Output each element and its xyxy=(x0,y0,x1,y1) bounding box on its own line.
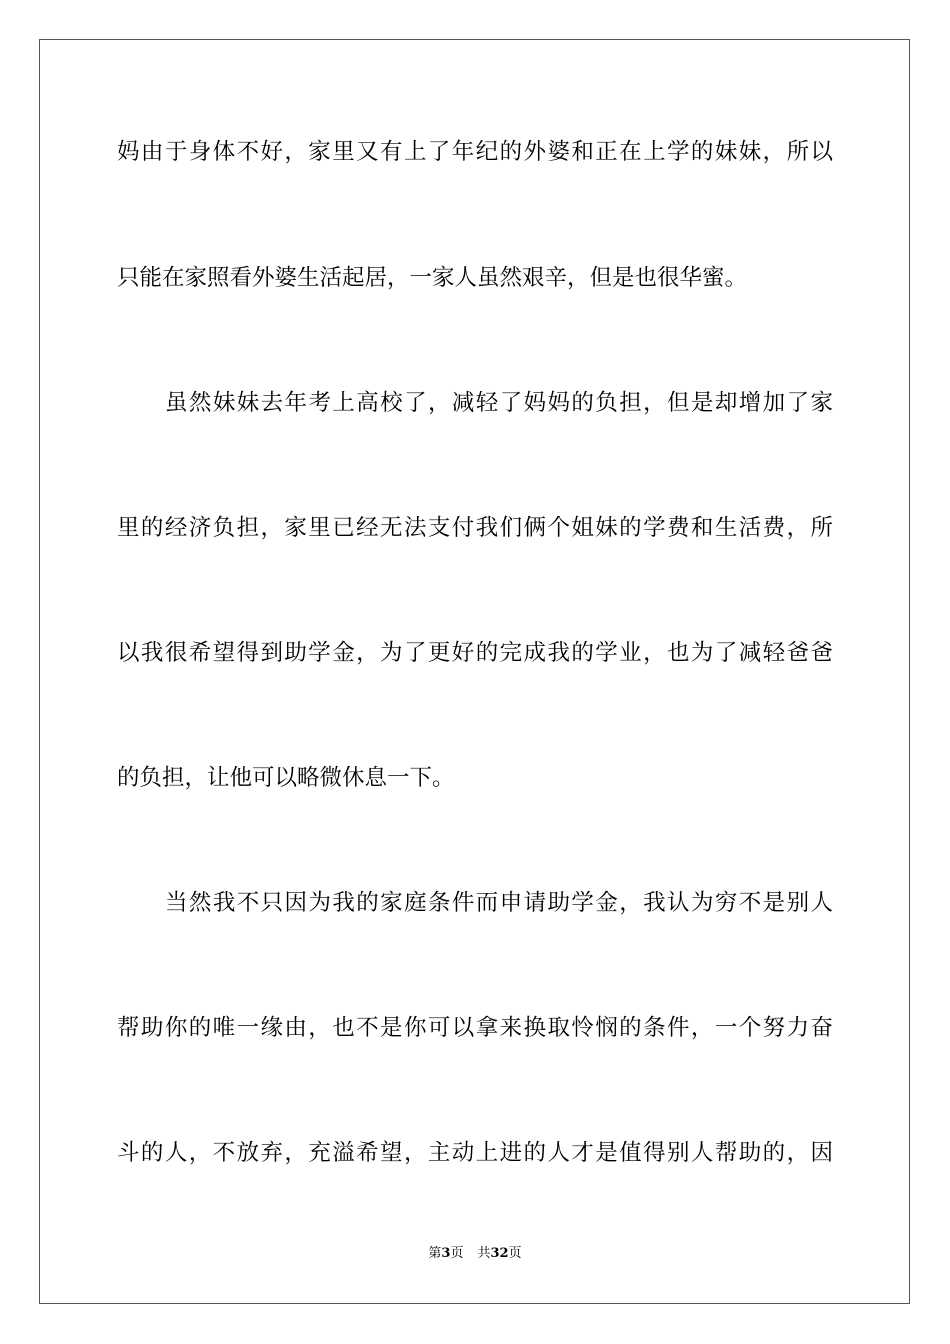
paragraph-line-7: 当然我不只因为我的家庭条件而申请助学金，我认为穷不是别人 xyxy=(165,890,833,916)
paragraph-line-9: 斗的人，不放弃，充溢希望，主动上进的人才是值得别人帮助的，因 xyxy=(117,1140,833,1166)
paragraph-line-4: 里的经济负担，家里已经无法支付我们俩个姐妹的学费和生活费，所 xyxy=(117,515,833,541)
paragraph-line-5: 以我很希望得到助学金，为了更好的完成我的学业，也为了减轻爸爸 xyxy=(117,640,833,666)
page-suffix: 页 xyxy=(450,1246,464,1261)
paragraph-line-1: 妈由于身体不好，家里又有上了年纪的外婆和正在上学的妹妹，所以 xyxy=(117,139,833,165)
paragraph-line-3: 虽然妹妹去年考上高校了，减轻了妈妈的负担，但是却增加了家 xyxy=(165,390,833,416)
page-footer xyxy=(0,1246,950,1262)
paragraph-line-6: 的负担，让他可以略微休息一下。 xyxy=(117,765,455,791)
page-border xyxy=(39,39,910,1304)
paragraph-line-8: 帮助你的唯一缘由，也不是你可以拿来换取怜悯的条件，一个努力奋 xyxy=(117,1015,833,1041)
total-prefix: 共 xyxy=(477,1246,491,1261)
total-pages: 32 xyxy=(490,1246,509,1261)
page-prefix: 第 xyxy=(428,1246,442,1261)
total-suffix: 页 xyxy=(508,1246,522,1261)
paragraph-line-2: 只能在家照看外婆生活起居，一家人虽然艰辛，但是也很华蜜。 xyxy=(117,265,748,291)
page-number: 3 xyxy=(441,1246,451,1261)
